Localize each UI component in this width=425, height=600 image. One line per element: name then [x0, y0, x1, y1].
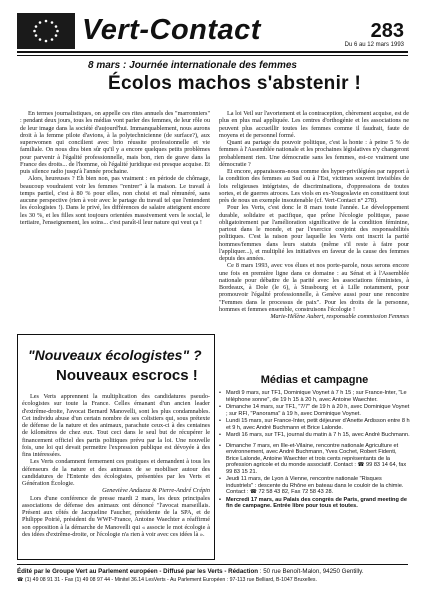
paragraph: Les Verts condamnent fermement ces pratiques et demandent à tous les défenseurs de la nature et des animaux de se mobiliser autour des candidatures de l'Entente des écologistes, présentées par les Verts et Génération Écologie.	[22, 458, 210, 487]
list-item: • Mardi 16 mars, sur TF1, journal du matin à 7 h 15, avec André Buchmann.	[226, 432, 410, 439]
box-title-2: Nouveaux escrocs !	[56, 367, 198, 384]
paragraph: En termes journalistiques, on appelle ces rites annuels des "marronniers" : pendant deux jours, tous les médias vont parler des femmes, de leur rôle ou de leur image dans la société d'aujourd'hui. Immanquablement, nous aurons droit à la femme pilote d'avions, à la polytechnicienne (de surface?), aux superwomen qui concilient avec brio réussite professionnelle et vie familiale. On nous dira bien sûr qu'il y a encore quelques petits problèmes pour parvenir à l'égalité professionnelle, mais bon, rien de grave dans la France des droits... de l'homme, où l'égalité juridique est presque acquise. Et puis silence radio jusqu'à l'année prochaine.	[20, 110, 210, 175]
stars-icon	[23, 17, 69, 45]
masthead-rule	[17, 51, 408, 53]
lead-signature: Marie-Hélène Aubert, responsable commission Femmes	[270, 313, 409, 320]
box-body	[22, 393, 210, 538]
box-signature: Geneviève Andueza & Pierre-André Crépin	[102, 487, 210, 495]
lead-kicker: 8 mars : Journée internationale des femmes	[88, 60, 297, 71]
footer-rule	[17, 564, 408, 565]
box-title-1: "Nouveaux écologistes" ?	[28, 347, 202, 363]
issue-date: Du 6 au 12 mars 1993	[344, 42, 404, 48]
masthead-title: Vert-Contact	[82, 14, 261, 46]
lead-headline: Écolos machos s'abstenir !	[108, 73, 362, 94]
paragraph: Ce 8 mars 1993, avec vos élues et nos porte-parole, nous serons encore une fois en première ligne dans ce domaine : au Sénat et à l'Assemblée nationale pour débattre de la parité avec les associations féministes, à Bordeaux, à Dole (le 6), à Strasbourg et à Lille notamment, pour promouvoir l'égalité professionnelle, à Genève aussi pour une rencontre "Femmes dans le processus de paix". Pour les droits de la personne, hommes et femmes ensemble, construisons l'écologie !	[219, 262, 409, 313]
footer-publisher-bold: Édité par le Groupe Vert au Parlement européen - Diffusé par les Verts - Rédaction	[17, 568, 259, 575]
list-item: • Mercredi 17 mars, au Palais des congrès de Paris, grand meeting de fin de campagne. Entrée libre pour tous et toutes.	[226, 497, 410, 510]
lead-column-right	[219, 110, 409, 320]
media-list	[219, 390, 410, 510]
footer-address: : 50 rue Benoît-Malon, 94250 Gentilly.	[259, 568, 364, 575]
footer-contact: ☎ (1) 49 08 91 31 - Fax (1) 49 08 97 44 - Minitel 36.14 LesVerts - Au Parlement Européen : 97-113 rue Belliard, B-1047 Bruxelles.	[17, 577, 317, 583]
paragraph: Quant au partage du pouvoir politique, c'est la honte : à peine 5 % de femmes à l'Assemblée nationale et les prochaines législatives n'y changeront probablement rien. Une démocratie sans les femmes, est-ce vraiment une démocratie ?	[219, 139, 409, 168]
paragraph: Les Verts apprennent la multiplication des candidatures pseudo-écologistes sur toute la France. Celles émanant d'un ancien leader d'extrême-droite, l'avocat Bernard Manovelli, sont les plus condamnables. Cet individu abuse d'un certain nombre de ses colistiers qui, sous prétexte de défense de la nature et des animaux, parachute ceux-ci à des centaines de kilomètres de chez eux. Tout ceci dans le seul but de récupérer le financement officiel des partis politiques prévu par la loi. Une nouvelle fois, une loi qui devait permettre l'expression publique est dévoyée à des fins intéressées.	[22, 393, 210, 458]
media-title: Médias et campagne	[260, 374, 369, 386]
list-item: • Lundi 15 mars, sur France-Inter, petit déjeuner d'Anette Ardisson entre 8 h et 9 h, avec André Buchmann et Brice Lalonde.	[226, 418, 410, 431]
lead-column-left	[20, 110, 210, 226]
masthead-rule-thin	[17, 55, 408, 56]
issue-number: 283	[370, 20, 404, 42]
paragraph: Et encore, apparaissons-nous comme des hyper-privilégiées par rapport à la condition des femmes au Sud ou à l'Est, victimes souvent invisibles de lois religieuses intégristes, de discriminations, d'oppressions de toutes sortes, et de guerres atroces. Les viols en ex-Yougoslavie en constituent tout près de nous un exemple insoutenable (cf. Vert-Contact n° 278).	[219, 168, 409, 204]
paragraph: La loi Veil sur l'avortement et la contraception, chèrement acquise, est de plus en plus mal appliquée. Les centres d'orthogénie et les associations ne peuvent plus accueillir toutes les femmes comme il faudrait, faute de moyens et de personnel formé.	[219, 110, 409, 139]
eu-flag-logo	[17, 13, 75, 49]
list-item: • Dimanche 14 mars, sur TF1, "7/7" de 19 h à 20 h, avec Dominique Voynet ; sur RFI, "Panorama" à 19 h, avec Dominique Voynet.	[226, 404, 410, 417]
media-campaign-section	[219, 374, 410, 511]
list-item: • Mardi 9 mars, sur TF1, Dominique Voynet à 7 h 15 ; sur France-Inter, "Le téléphone sonne", de 19 h 15 à 20 h, avec Antoine Waechter.	[226, 390, 410, 403]
footer-publisher	[17, 568, 408, 575]
paragraph: Pour les Verts, c'est donc le 8 mars toute l'année. Le développement durable, solidaire et pacifique, que prône l'écologie politique, passe obligatoirement par l'amélioration significative de la condition féminine, partout dans le monde, et par l'exercice conjoint des responsabilités politiques. C'est la raison pour laquelle les Verts ont inscrit la parité hommes/femmes dans leurs statuts (même s'il reste à faire pour l'appliquer...), et multiplié les initiatives en faveur de la cause des femmes depuis des années.	[219, 204, 409, 262]
escrocs-box	[17, 334, 215, 560]
list-item: • Jeudi 11 mars, de Lyon à Vienne, rencontre nationale "Risques industriels" : descente du Rhône en bateau dans le couloir de la chimie. Contact : ☎ 72 58 43 82, Fax 72 58 43 28.	[226, 476, 410, 496]
paragraph: Alors, heureuses ? Eh bien non, pas vraiment : en période de chômage, beaucoup voudraient voir les femmes "rentrer" à la maison. Le travail à temps partiel, c'est à 80 % pour elles, non choisi et mal rémunéré, sans aucune perspective (rien à voir avec le partage du travail tel que l'entendent les écologistes !). Dans le privé, les différences de salaire atteignent encore les 30 %, et les filles sont toujours orientées massivement vers le social, le tertiaire, l'enseignement, les soins... c'est paraît-il leur nature qui veut ça !	[20, 175, 210, 226]
paragraph: Lors d'une conférence de presse mardi 2 mars, les deux principales associations de défense des animaux ont dénoncé "l'avocat marseillais. Présent aux côtés de Jacqueline Faucher, présidente de la SPA, et de Philippe Poirié, président du WWF-France, Antoine Waechter a réaffirmé son opposition à la démarche de Manovelli qui « associe le mot écologie à des idées d'extrême-droite, or l'écologie n'a rien à voir avec ces idées là ».	[22, 494, 210, 538]
list-item: • Dimanche 7 mars, en Ille-et-Vilaine, rencontre nationale Agriculture et environnement, avec André Buchmann, Yves Cochet, Robert Fidenti, Brice Lalonde, Antoine Waechter et trois cents représentants de la profession agricole et du monde associatif. Contact : ☎ 99 83 14 64, fax 99 83 15 21.	[226, 443, 410, 476]
